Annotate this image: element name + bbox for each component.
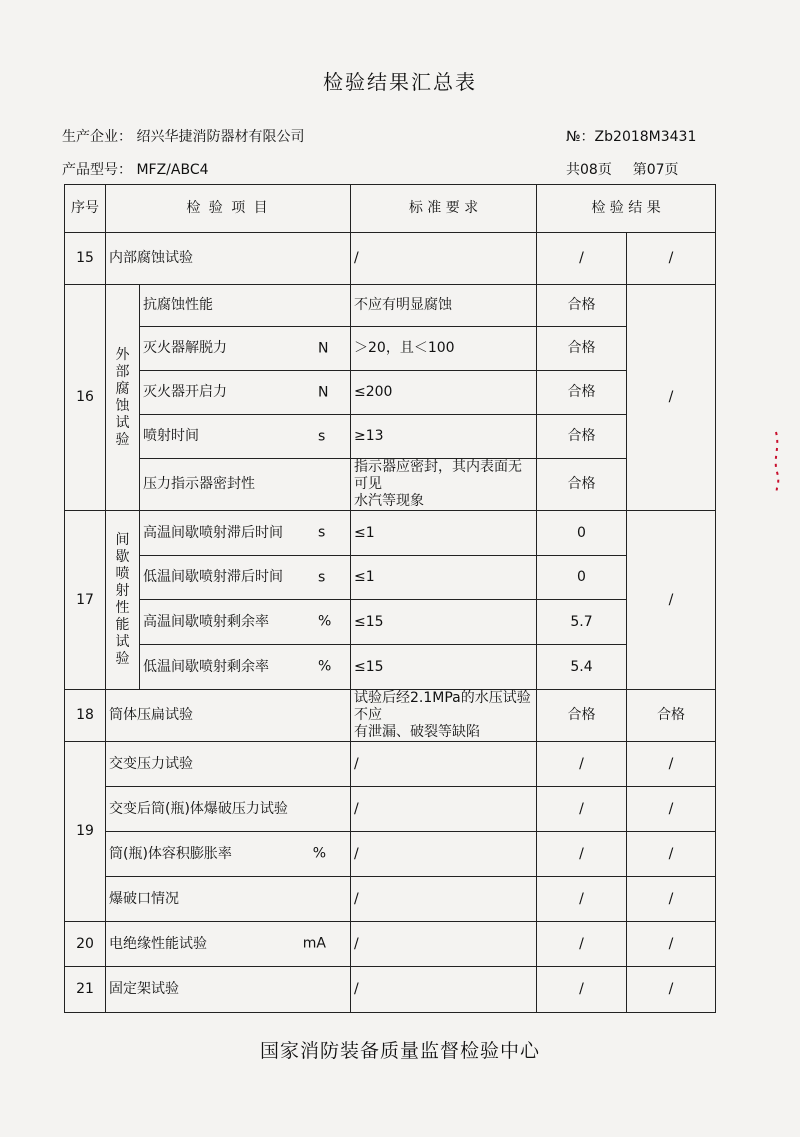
table-row <box>65 233 716 285</box>
sub-item-cell <box>140 600 351 645</box>
header-requirement: 标 准 要 求 <box>351 185 537 233</box>
sub-item: 交变后筒(瓶)体爆破压力试验 <box>106 787 351 832</box>
manufacturer-line <box>62 126 304 146</box>
group-label-external-corrosion: 外部 腐蚀 试验 <box>106 285 140 511</box>
sub-item-cell <box>140 327 351 371</box>
sub-requirement: / <box>351 787 537 832</box>
sub-verdict: 0 <box>537 511 627 556</box>
table-row <box>65 600 716 645</box>
row-no: 15 <box>65 233 106 285</box>
table-row <box>65 371 716 415</box>
sub-requirement: 不应有明显腐蚀 <box>351 285 537 327</box>
sub-item: 灭火器解脱力 <box>143 340 227 356</box>
header-item: 检 验 项 目 <box>106 185 351 233</box>
sub-unit: s <box>318 569 326 585</box>
row-conclusion: / <box>627 922 716 967</box>
row-verdict: 合格 <box>537 690 627 742</box>
sub-unit: s <box>318 524 326 541</box>
sub-item: 抗腐蚀性能 <box>140 285 351 327</box>
group-label-intermittent-spray: 间歇 喷射 性能 试验 <box>106 511 140 690</box>
sub-requirement: / <box>351 742 537 787</box>
row-item-cell <box>106 922 351 967</box>
row-conclusion: / <box>627 967 716 1013</box>
table-row <box>65 415 716 459</box>
table-row <box>65 832 716 877</box>
sub-item: 交变压力试验 <box>106 742 351 787</box>
row-conclusion: / <box>627 233 716 285</box>
table-row <box>65 327 716 371</box>
page-info: 共08页 第07页 <box>566 162 679 178</box>
row-requirement: / <box>351 967 537 1013</box>
sub-item: 高温间歇喷射滞后时间 <box>143 524 283 541</box>
sub-item: 高温间歇喷射剩余率 <box>143 613 269 630</box>
sub-requirement: 指示器应密封，其内表面无可见 水汽等现象 <box>351 459 537 511</box>
sub-item-cell <box>140 556 351 600</box>
row-conclusion: / <box>627 285 716 511</box>
sub-unit: s <box>318 428 326 444</box>
row-item: 筒体压扁试验 <box>106 690 351 742</box>
table-row <box>65 742 716 787</box>
sub-unit: % <box>318 613 332 630</box>
table-row <box>65 967 716 1013</box>
row-item: 电绝缘性能试验 <box>109 935 207 952</box>
sub-verdict: / <box>537 787 627 832</box>
sub-requirement: / <box>351 877 537 922</box>
row-no: 21 <box>65 967 106 1013</box>
header-result: 检 验 结 果 <box>537 185 716 233</box>
row-unit: mA <box>302 935 327 952</box>
sub-item: 压力指示器密封性 <box>140 459 351 511</box>
red-ink-mark <box>764 428 788 498</box>
row-no: 19 <box>65 742 106 922</box>
sub-verdict: / <box>537 832 627 877</box>
table-row <box>65 285 716 327</box>
row-no: 17 <box>65 511 106 690</box>
table-row <box>65 645 716 690</box>
row-no: 20 <box>65 922 106 967</box>
sub-item-cell <box>140 415 351 459</box>
row-no: 16 <box>65 285 106 511</box>
sub-verdict: / <box>537 742 627 787</box>
sub-verdict: 5.4 <box>537 645 627 690</box>
issuer-footer: 国家消防装备质量监督检验中心 <box>259 1040 540 1062</box>
sub-unit: N <box>318 384 329 400</box>
table-row <box>65 690 716 742</box>
row-item: 内部腐蚀试验 <box>106 233 351 285</box>
sub-conclusion: / <box>627 742 716 787</box>
row-verdict: / <box>537 922 627 967</box>
sub-item: 喷射时间 <box>143 428 199 444</box>
sub-verdict: 合格 <box>537 415 627 459</box>
sub-item: 筒(瓶)体容积膨胀率 <box>109 845 232 862</box>
model-value: MFZ/ABC4 <box>136 162 209 178</box>
sub-item-cell <box>140 371 351 415</box>
row-item: 固定架试验 <box>106 967 351 1013</box>
row-requirement: / <box>351 233 537 285</box>
report-number: №：Zb2018M3431 <box>566 129 697 145</box>
model-line <box>62 159 209 179</box>
sub-requirement: ≤1 <box>351 511 537 556</box>
sub-requirement: ≤200 <box>351 371 537 415</box>
manufacturer-name: 绍兴华捷消防器材有限公司 <box>136 129 305 145</box>
sub-conclusion: / <box>627 787 716 832</box>
sub-unit: N <box>318 340 329 356</box>
sub-item: 爆破口情况 <box>106 877 351 922</box>
table-header-row <box>65 185 716 233</box>
sub-requirement: ≤1 <box>351 556 537 600</box>
sub-unit: % <box>318 658 332 675</box>
table-row <box>65 922 716 967</box>
sub-item: 低温间歇喷射剩余率 <box>143 658 269 675</box>
sub-requirement: ≤15 <box>351 600 537 645</box>
row-verdict: / <box>537 967 627 1013</box>
page-title: 检验结果汇总表 <box>323 70 477 94</box>
sub-item-cell <box>106 832 351 877</box>
row-conclusion: / <box>627 511 716 690</box>
row-requirement: / <box>351 922 537 967</box>
row-verdict: / <box>537 233 627 285</box>
sub-verdict: 合格 <box>537 371 627 415</box>
model-label: 产品型号： <box>62 162 132 178</box>
sub-verdict: / <box>537 877 627 922</box>
sub-requirement: / <box>351 832 537 877</box>
sub-verdict: 合格 <box>537 285 627 327</box>
row-requirement: 试验后经2.1MPa的水压试验不应 有泄漏、破裂等缺陷 <box>351 690 537 742</box>
table-row <box>65 459 716 511</box>
sub-verdict: 5.7 <box>537 600 627 645</box>
header-no: 序号 <box>65 185 106 233</box>
row-conclusion: 合格 <box>627 690 716 742</box>
sub-conclusion: / <box>627 832 716 877</box>
sub-requirement: ＞20，且＜100 <box>351 327 537 371</box>
sub-item-cell <box>140 645 351 690</box>
manufacturer-label: 生产企业： <box>62 129 132 145</box>
sub-conclusion: / <box>627 877 716 922</box>
sub-verdict: 0 <box>537 556 627 600</box>
sub-item: 低温间歇喷射滞后时间 <box>143 569 283 585</box>
sub-verdict: 合格 <box>537 327 627 371</box>
sub-requirement: ≤15 <box>351 645 537 690</box>
row-no: 18 <box>65 690 106 742</box>
sub-item: 灭火器开启力 <box>143 384 227 400</box>
sub-requirement: ≥13 <box>351 415 537 459</box>
table-row <box>65 556 716 600</box>
table-row <box>65 877 716 922</box>
sub-item-cell <box>140 511 351 556</box>
table-row <box>65 787 716 832</box>
table-row <box>65 511 716 556</box>
results-table <box>64 184 715 1013</box>
sub-unit: % <box>312 845 327 862</box>
sub-verdict: 合格 <box>537 459 627 511</box>
